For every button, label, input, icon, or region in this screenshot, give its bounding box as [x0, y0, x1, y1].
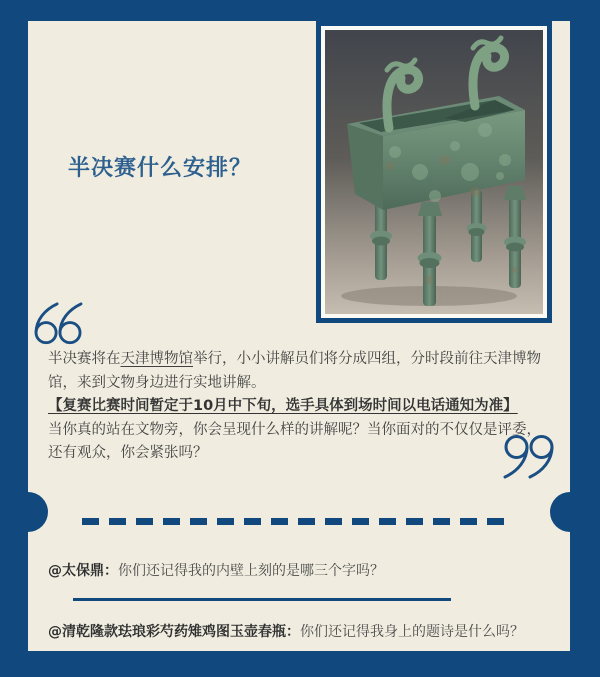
intro-post: 举行，小小讲解员们将分成四组，分时段前往天津博物馆，来到文物身边进行实地讲解。 — [48, 351, 541, 391]
open-quote-icon — [33, 302, 85, 350]
bronze-ding-photo — [325, 30, 543, 314]
intro-paragraph — [48, 348, 550, 395]
qa-artifact-name: @清乾隆款珐琅彩芍药雉鸡图玉壶春瓶： — [48, 624, 300, 640]
page-title: 半决赛什么安排？ — [68, 155, 253, 181]
announcement-text — [48, 348, 550, 466]
qa-item — [48, 622, 558, 642]
right-notch-icon — [550, 492, 590, 532]
qa-question: 你们还记得我的内壁上刻的是哪三个字吗？ — [118, 563, 384, 579]
artifact-photo-frame — [316, 21, 552, 323]
intro-pre: 半决赛将在 — [48, 351, 121, 367]
schedule-notice: 【复赛比赛时间暂定于10月中下旬，选手具体到场时间以电话通知为准】 — [48, 398, 518, 414]
qa-artifact-name: @太保鼎： — [48, 563, 118, 579]
reflection-paragraph: 当你真的站在文物旁，你会呈现什么样的讲解呢？当你面对的不仅仅是评委，还有观众，你会紧张吗？ — [48, 421, 541, 461]
left-notch-icon — [8, 492, 48, 532]
qa-item — [48, 561, 558, 581]
venue-link[interactable]: 天津博物馆 — [120, 351, 193, 367]
content-panel — [28, 21, 570, 651]
qa-question: 你们还记得我身上的题诗是什么吗？ — [300, 624, 524, 640]
dashed-divider — [82, 518, 508, 525]
solid-divider — [73, 598, 451, 601]
